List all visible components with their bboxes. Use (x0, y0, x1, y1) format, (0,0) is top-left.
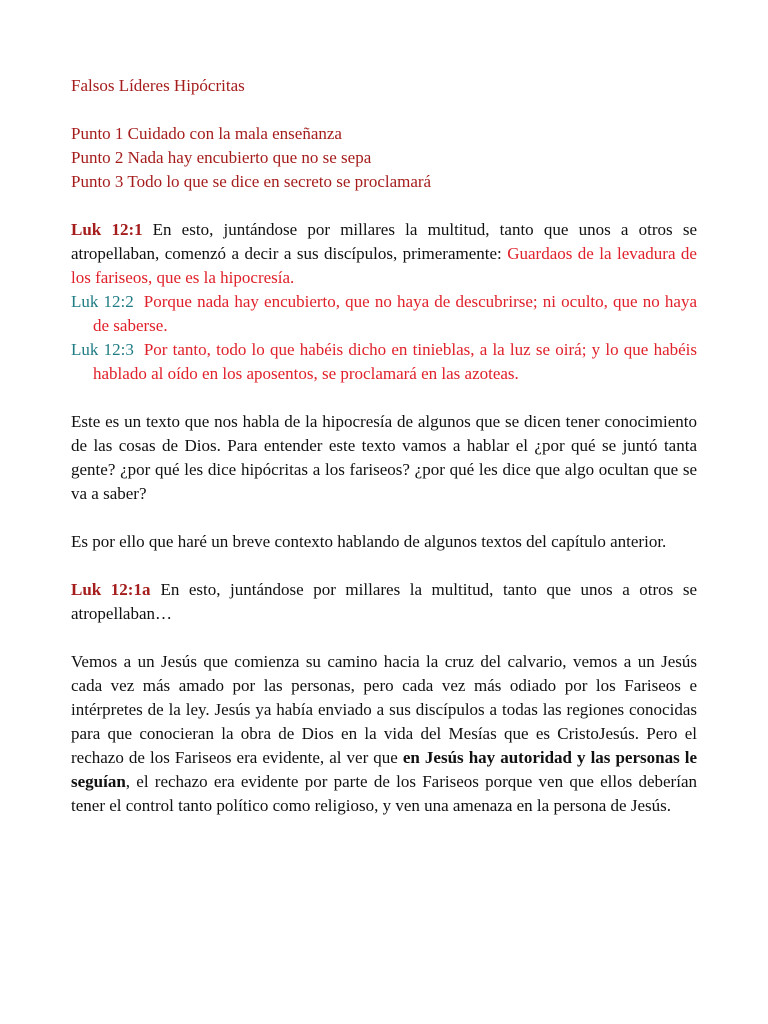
spacer (71, 554, 697, 578)
spacer (71, 506, 697, 530)
verse-ref: Luk 12:3 (71, 340, 134, 359)
verse-ref: Luk 12:2 (71, 292, 134, 311)
paragraph-3-part-2: , el rechazo era evidente por parte de los Fariseos porque ven que ellos deberían tener el control tanto político como religioso, y ven una amenaza en la persona de Jesús. (71, 772, 697, 815)
verse-text: En esto, juntándose por millares la multitud, tanto que unos a otros se atropellaban… (71, 580, 697, 623)
document-content (71, 74, 697, 818)
verse-luk-12-1 (71, 218, 697, 290)
paragraph-1: Este es un texto que nos habla de la hipocresía de algunos que se dicen tener conocimiento de las cosas de Dios. Para entender este texto vamos a hablar el ¿por qué se juntó tanta gente? ¿por qué les dice hipócritas a los fariseos? ¿por qué les dice que algo ocultan que se va a saber? (71, 412, 697, 503)
verse-ref: Luk 12:1a (71, 580, 151, 599)
verse-luk-12-2 (71, 290, 697, 338)
paragraph-3-bold: en Jesús hay autoridad y las personas le seguían (71, 748, 698, 791)
verse-text-red: Por tanto, todo lo que habéis dicho en tinieblas, a la luz se oirá; y lo que habéis hablado al oído en los aposentos, se proclamará en las azoteas. (93, 340, 697, 383)
verse-text: En esto, juntándose por millares la multitud, tanto que unos a otros se atropellaban, comenzó a decir a sus discípulos, primeramente: (71, 220, 697, 263)
verse-text-red: Porque nada hay encubierto, que no haya de descubrirse; ni oculto, que no haya de saberse. (93, 292, 697, 335)
verse-luk-12-3 (71, 338, 697, 386)
point-2: Punto 2 Nada hay encubierto que no se sepa (71, 148, 372, 167)
spacer (71, 194, 697, 218)
verse-text-red: Guardaos de la levadura de los fariseos, que es la hipocresía. (71, 244, 697, 287)
verse-luk-12-1a (71, 578, 697, 626)
document-title: Falsos Líderes Hipócritas (71, 76, 245, 95)
point-1: Punto 1 Cuidado con la mala enseñanza (71, 124, 342, 143)
paragraph-3 (71, 650, 697, 818)
paragraph-3-part-1: Vemos a un Jesús que comienza su camino hacia la cruz del calvario, vemos a un Jesús cada vez más amado por las personas, pero cada vez más odiado por los Fariseos e intérpretes de la ley. Jesús ya había enviado a sus discípulos a todas las regiones conocidas para que conocieran la obra de Dios en la vida del Mesías que es CristoJesús. Pero el rechazo de los Fariseos era evidente, al ver que (71, 652, 697, 767)
spacer (71, 626, 697, 650)
paragraph-2: Es por ello que haré un breve contexto hablando de algunos textos del capítulo anterior. (71, 532, 667, 551)
verse-ref: Luk 12:1 (71, 220, 143, 239)
spacer (71, 386, 697, 410)
point-3: Punto 3 Todo lo que se dice en secreto se proclamará (71, 172, 432, 191)
